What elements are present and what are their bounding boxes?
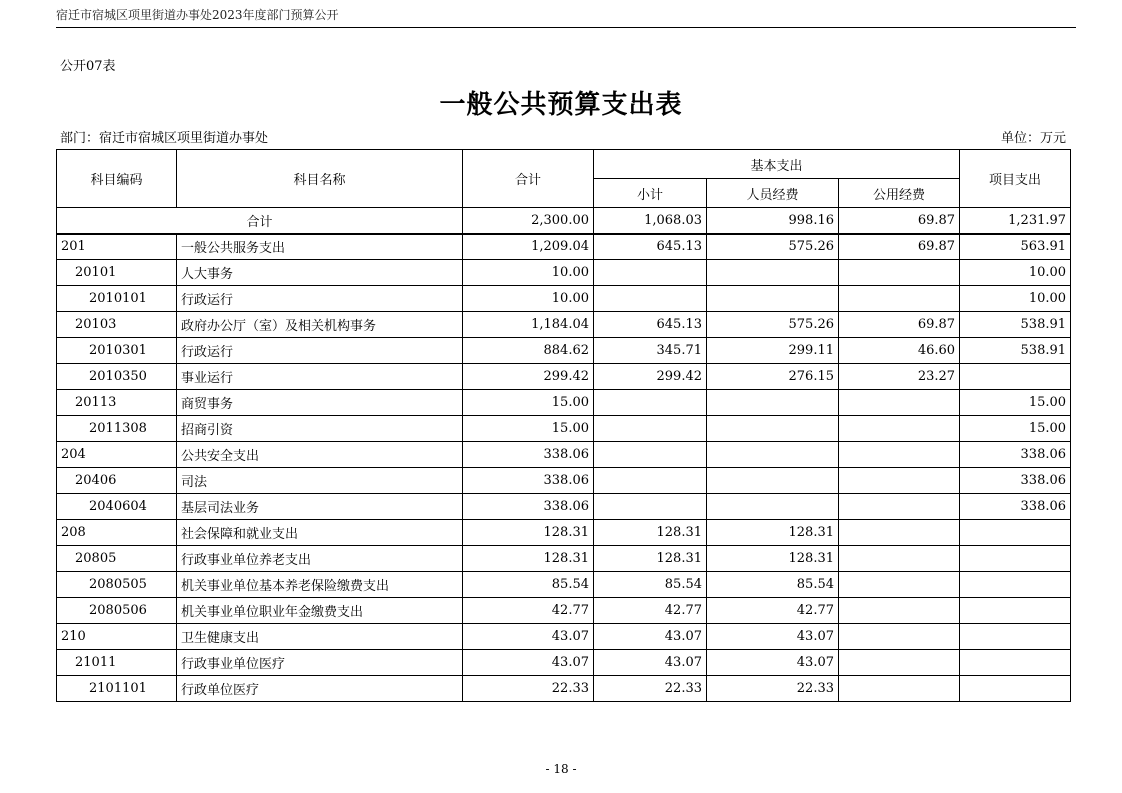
table-row <box>57 546 1071 572</box>
page-title: 一般公共预算支出表 <box>439 90 683 120</box>
table-row <box>57 468 1071 494</box>
cell-subtotal: 43.07 <box>594 624 707 650</box>
cell-personnel: 43.07 <box>707 650 839 676</box>
cell-name: 政府办公厅（室）及相关机构事务 <box>177 312 463 338</box>
cell-project <box>960 650 1071 676</box>
cell-personnel <box>707 494 839 520</box>
unit-label: 单位：万元 <box>1000 131 1066 146</box>
cell-name: 机关事业单位基本养老保险缴费支出 <box>177 572 463 598</box>
cell-code: 20113 <box>57 390 177 416</box>
cell-code: 204 <box>57 442 177 468</box>
cell-subtotal: 645.13 <box>594 312 707 338</box>
cell-project: 538.91 <box>960 338 1071 364</box>
col-header-project: 项目支出 <box>960 150 1071 208</box>
table-row <box>57 390 1071 416</box>
cell-project: 10.00 <box>960 260 1071 286</box>
cell-public <box>839 260 960 286</box>
table-row <box>57 364 1071 390</box>
cell-project: 15.00 <box>960 416 1071 442</box>
cell-public <box>839 572 960 598</box>
cell-subtotal <box>594 468 707 494</box>
cell-total: 128.31 <box>463 546 594 572</box>
cell-personnel: 85.54 <box>707 572 839 598</box>
cell-project <box>960 546 1071 572</box>
cell-total: 338.06 <box>463 442 594 468</box>
cell-code: 20103 <box>57 312 177 338</box>
cell-project: 538.91 <box>960 312 1071 338</box>
cell-personnel <box>707 286 839 312</box>
cell-personnel: 22.33 <box>707 676 839 702</box>
table-row <box>57 416 1071 442</box>
cell-project <box>960 364 1071 390</box>
cell-code: 2011308 <box>57 416 177 442</box>
cell-public: 69.87 <box>839 234 960 260</box>
cell-total: 1,184.04 <box>463 312 594 338</box>
cell-name: 一般公共服务支出 <box>177 234 463 260</box>
col-header-total: 合计 <box>463 150 594 208</box>
cell-code: 2101101 <box>57 676 177 702</box>
table-row <box>57 338 1071 364</box>
table-row <box>57 572 1071 598</box>
cell-name: 卫生健康支出 <box>177 624 463 650</box>
cell-name: 行政运行 <box>177 338 463 364</box>
cell-project <box>960 520 1071 546</box>
budget-table <box>56 149 1071 702</box>
cell-total: 15.00 <box>463 390 594 416</box>
table-row <box>57 312 1071 338</box>
header-row-top <box>57 150 1071 179</box>
cell-personnel: 299.11 <box>707 338 839 364</box>
col-header-public: 公用经费 <box>839 179 960 208</box>
total-personnel: 998.16 <box>707 208 839 234</box>
cell-personnel: 128.31 <box>707 546 839 572</box>
cell-name: 社会保障和就业支出 <box>177 520 463 546</box>
cell-public <box>839 676 960 702</box>
cell-public <box>839 650 960 676</box>
cell-name: 行政事业单位养老支出 <box>177 546 463 572</box>
cell-code: 20805 <box>57 546 177 572</box>
total-subtotal: 1,068.03 <box>594 208 707 234</box>
cell-personnel: 276.15 <box>707 364 839 390</box>
cell-name: 机关事业单位职业年金缴费支出 <box>177 598 463 624</box>
form-number: 公开07表 <box>60 59 116 74</box>
cell-subtotal: 128.31 <box>594 520 707 546</box>
cell-project: 338.06 <box>960 494 1071 520</box>
cell-personnel <box>707 390 839 416</box>
col-header-name: 科目名称 <box>177 150 463 208</box>
table-row <box>57 624 1071 650</box>
cell-subtotal: 42.77 <box>594 598 707 624</box>
cell-public <box>839 286 960 312</box>
cell-public <box>839 624 960 650</box>
cell-code: 210 <box>57 624 177 650</box>
cell-project: 15.00 <box>960 390 1071 416</box>
col-header-subtotal: 小计 <box>594 179 707 208</box>
total-project: 1,231.97 <box>960 208 1071 234</box>
cell-public <box>839 468 960 494</box>
cell-subtotal: 85.54 <box>594 572 707 598</box>
cell-subtotal <box>594 286 707 312</box>
page-number: - 18 - <box>545 762 577 776</box>
table-row <box>57 494 1071 520</box>
department-label: 部门：宿迁市宿城区项里街道办事处 <box>60 131 269 146</box>
cell-code: 21011 <box>57 650 177 676</box>
cell-subtotal: 128.31 <box>594 546 707 572</box>
cell-subtotal: 645.13 <box>594 234 707 260</box>
cell-code: 20101 <box>57 260 177 286</box>
cell-name: 行政事业单位医疗 <box>177 650 463 676</box>
running-header: 宿迁市宿城区项里街道办事处2023年度部门预算公开 <box>56 7 1076 28</box>
table-row <box>57 520 1071 546</box>
cell-personnel: 575.26 <box>707 312 839 338</box>
cell-subtotal: 345.71 <box>594 338 707 364</box>
col-header-code: 科目编码 <box>57 150 177 208</box>
cell-personnel: 128.31 <box>707 520 839 546</box>
cell-project <box>960 624 1071 650</box>
col-header-personnel: 人员经费 <box>707 179 839 208</box>
cell-personnel <box>707 416 839 442</box>
cell-total: 22.33 <box>463 676 594 702</box>
cell-code: 2010350 <box>57 364 177 390</box>
cell-name: 公共安全支出 <box>177 442 463 468</box>
cell-total: 10.00 <box>463 286 594 312</box>
total-label: 合计 <box>57 208 463 234</box>
cell-name: 基层司法业务 <box>177 494 463 520</box>
cell-subtotal: 43.07 <box>594 650 707 676</box>
cell-total: 85.54 <box>463 572 594 598</box>
cell-project: 338.06 <box>960 468 1071 494</box>
table-row <box>57 676 1071 702</box>
cell-personnel: 43.07 <box>707 624 839 650</box>
cell-personnel: 42.77 <box>707 598 839 624</box>
cell-name: 司法 <box>177 468 463 494</box>
cell-project: 338.06 <box>960 442 1071 468</box>
cell-public <box>839 416 960 442</box>
cell-public <box>839 598 960 624</box>
cell-personnel <box>707 442 839 468</box>
cell-public <box>839 390 960 416</box>
total-row <box>57 208 1071 234</box>
cell-total: 884.62 <box>463 338 594 364</box>
cell-code: 208 <box>57 520 177 546</box>
cell-project <box>960 572 1071 598</box>
cell-name: 行政运行 <box>177 286 463 312</box>
cell-project: 563.91 <box>960 234 1071 260</box>
table-row <box>57 286 1071 312</box>
total-total: 2,300.00 <box>463 208 594 234</box>
cell-code: 20406 <box>57 468 177 494</box>
cell-public <box>839 442 960 468</box>
cell-code: 2080505 <box>57 572 177 598</box>
cell-name: 商贸事务 <box>177 390 463 416</box>
cell-subtotal <box>594 442 707 468</box>
cell-personnel <box>707 468 839 494</box>
cell-public: 69.87 <box>839 312 960 338</box>
cell-name: 行政单位医疗 <box>177 676 463 702</box>
cell-subtotal: 22.33 <box>594 676 707 702</box>
cell-subtotal <box>594 260 707 286</box>
cell-public <box>839 520 960 546</box>
cell-public: 23.27 <box>839 364 960 390</box>
cell-public <box>839 546 960 572</box>
cell-personnel <box>707 260 839 286</box>
cell-personnel: 575.26 <box>707 234 839 260</box>
table-row <box>57 650 1071 676</box>
cell-total: 15.00 <box>463 416 594 442</box>
total-public: 69.87 <box>839 208 960 234</box>
cell-subtotal <box>594 390 707 416</box>
cell-subtotal <box>594 494 707 520</box>
cell-project <box>960 598 1071 624</box>
cell-total: 10.00 <box>463 260 594 286</box>
cell-total: 299.42 <box>463 364 594 390</box>
cell-code: 2010101 <box>57 286 177 312</box>
cell-name: 事业运行 <box>177 364 463 390</box>
cell-subtotal <box>594 416 707 442</box>
cell-total: 338.06 <box>463 494 594 520</box>
cell-subtotal: 299.42 <box>594 364 707 390</box>
cell-total: 1,209.04 <box>463 234 594 260</box>
cell-public <box>839 494 960 520</box>
cell-name: 招商引资 <box>177 416 463 442</box>
cell-public: 46.60 <box>839 338 960 364</box>
cell-project: 10.00 <box>960 286 1071 312</box>
cell-total: 43.07 <box>463 624 594 650</box>
table-row <box>57 442 1071 468</box>
table-row <box>57 598 1071 624</box>
cell-total: 128.31 <box>463 520 594 546</box>
cell-code: 201 <box>57 234 177 260</box>
col-header-basic: 基本支出 <box>594 150 960 179</box>
cell-name: 人大事务 <box>177 260 463 286</box>
cell-project <box>960 676 1071 702</box>
cell-total: 43.07 <box>463 650 594 676</box>
table-row <box>57 234 1071 260</box>
cell-total: 338.06 <box>463 468 594 494</box>
cell-code: 2080506 <box>57 598 177 624</box>
cell-code: 2040604 <box>57 494 177 520</box>
table-row <box>57 260 1071 286</box>
cell-total: 42.77 <box>463 598 594 624</box>
cell-code: 2010301 <box>57 338 177 364</box>
